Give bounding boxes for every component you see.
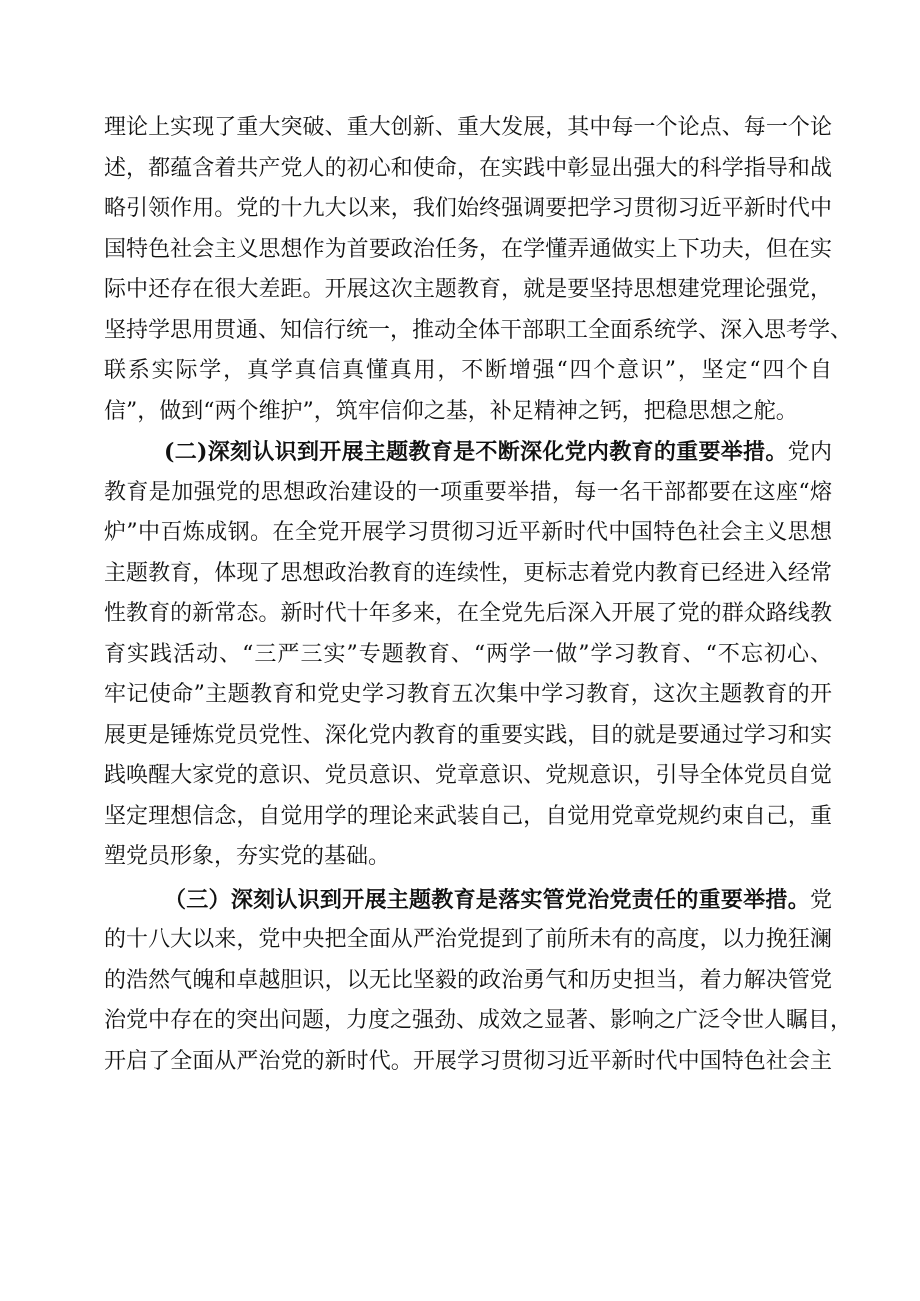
text-line: 的浩然气魄和卓越胆识，以无比坚毅的政治勇气和历史担当，着力解决管党 — [104, 967, 832, 993]
text-line: 性教育的新常态。新时代十年多来，在全党先后深入开展了党的群众路线教 — [104, 601, 832, 626]
document-body — [104, 108, 853, 1082]
section-heading-line — [104, 432, 832, 473]
text-line: 展更是锤炼党员党性、深化党内教育的重要实践，目的就是要通过学习和实 — [104, 722, 832, 748]
text-line: 教育是加强党的思想政治建设的一项重要举措，每一名干部都要在这座“熔 — [104, 479, 832, 505]
section-heading-line — [104, 880, 832, 921]
text-line: 育实践活动、“三严三实”专题教育、“两学一做”学习教育、“不忘初心、 — [104, 641, 832, 667]
text-line: 际中还存在很大差距。开展这次主题教育，就是要坚持思想建党理论强党， — [104, 277, 832, 302]
text-line: 牢记使命”主题教育和党史学习教育五次集中学习教育，这次主题教育的开 — [104, 682, 832, 707]
text-line: 联系实际学，真学真信真懂真用，不断增强“四个意识”，坚定“四个自 — [104, 358, 832, 383]
text-line: 述，都蕴含着共产党人的初心和使命，在实践中彰显出强大的科学指导和战 — [104, 155, 832, 181]
paragraph-2 — [104, 432, 832, 878]
text-line: 塑党员形象，夯实党的基础。 — [104, 844, 391, 869]
paragraph-1 — [104, 108, 853, 432]
paragraph-3 — [104, 880, 853, 1083]
text-line: 坚持学思用贯通、知信行统一，推动全体干部职工全面系统学、深入思考学、 — [104, 317, 853, 343]
section-heading: (二)深刻认识到开展主题教育是不断深化党内教育的重要举措。 — [164, 439, 788, 465]
section-heading: （三）深刻认识到开展主题教育是落实管党治党责任的重要举措。 — [164, 886, 810, 913]
text-line: 践唤醒大家党的意识、党员意识、党章意识、党规意识，引导全体党员自觉 — [104, 763, 832, 788]
text-line: 国特色社会主义思想作为首要政治任务，在学懂弄通做实上下功夫，但在实 — [104, 236, 832, 262]
text-line: 理论上实现了重大突破、重大创新、重大发展，其中每一个论点、每一个论 — [104, 115, 832, 140]
text-run: 党内 — [787, 440, 832, 465]
text-line: 信”，做到“两个维护”，筑牢信仰之基，补足精神之钙，把稳思想之舵。 — [104, 398, 798, 424]
text-line: 主题教育，体现了思想政治教育的连续性，更标志着党内教育已经进入经常 — [104, 560, 832, 586]
text-line: 开启了全面从严治党的新时代。开展学习贯彻习近平新时代中国特色社会主 — [104, 1048, 832, 1074]
text-line: 略引领作用。党的十九大以来，我们始终强调要把学习贯彻习近平新时代中 — [104, 196, 832, 221]
text-run: 党 — [809, 887, 832, 913]
text-line: 坚定理想信念，自觉用学的理论来武装自己，自觉用党章党规约束自己，重 — [104, 803, 832, 829]
text-line: 的十八大以来，党中央把全面从严治党提到了前所未有的高度，以力挽狂澜 — [104, 927, 832, 952]
text-line: 治党中存在的突出问题，力度之强劲、成效之显著、影响之广泛令世人瞩目， — [104, 1008, 853, 1033]
text-line: 炉”中百炼成钢。在全党开展学习贯彻习近平新时代中国特色社会主义思想 — [104, 520, 832, 545]
